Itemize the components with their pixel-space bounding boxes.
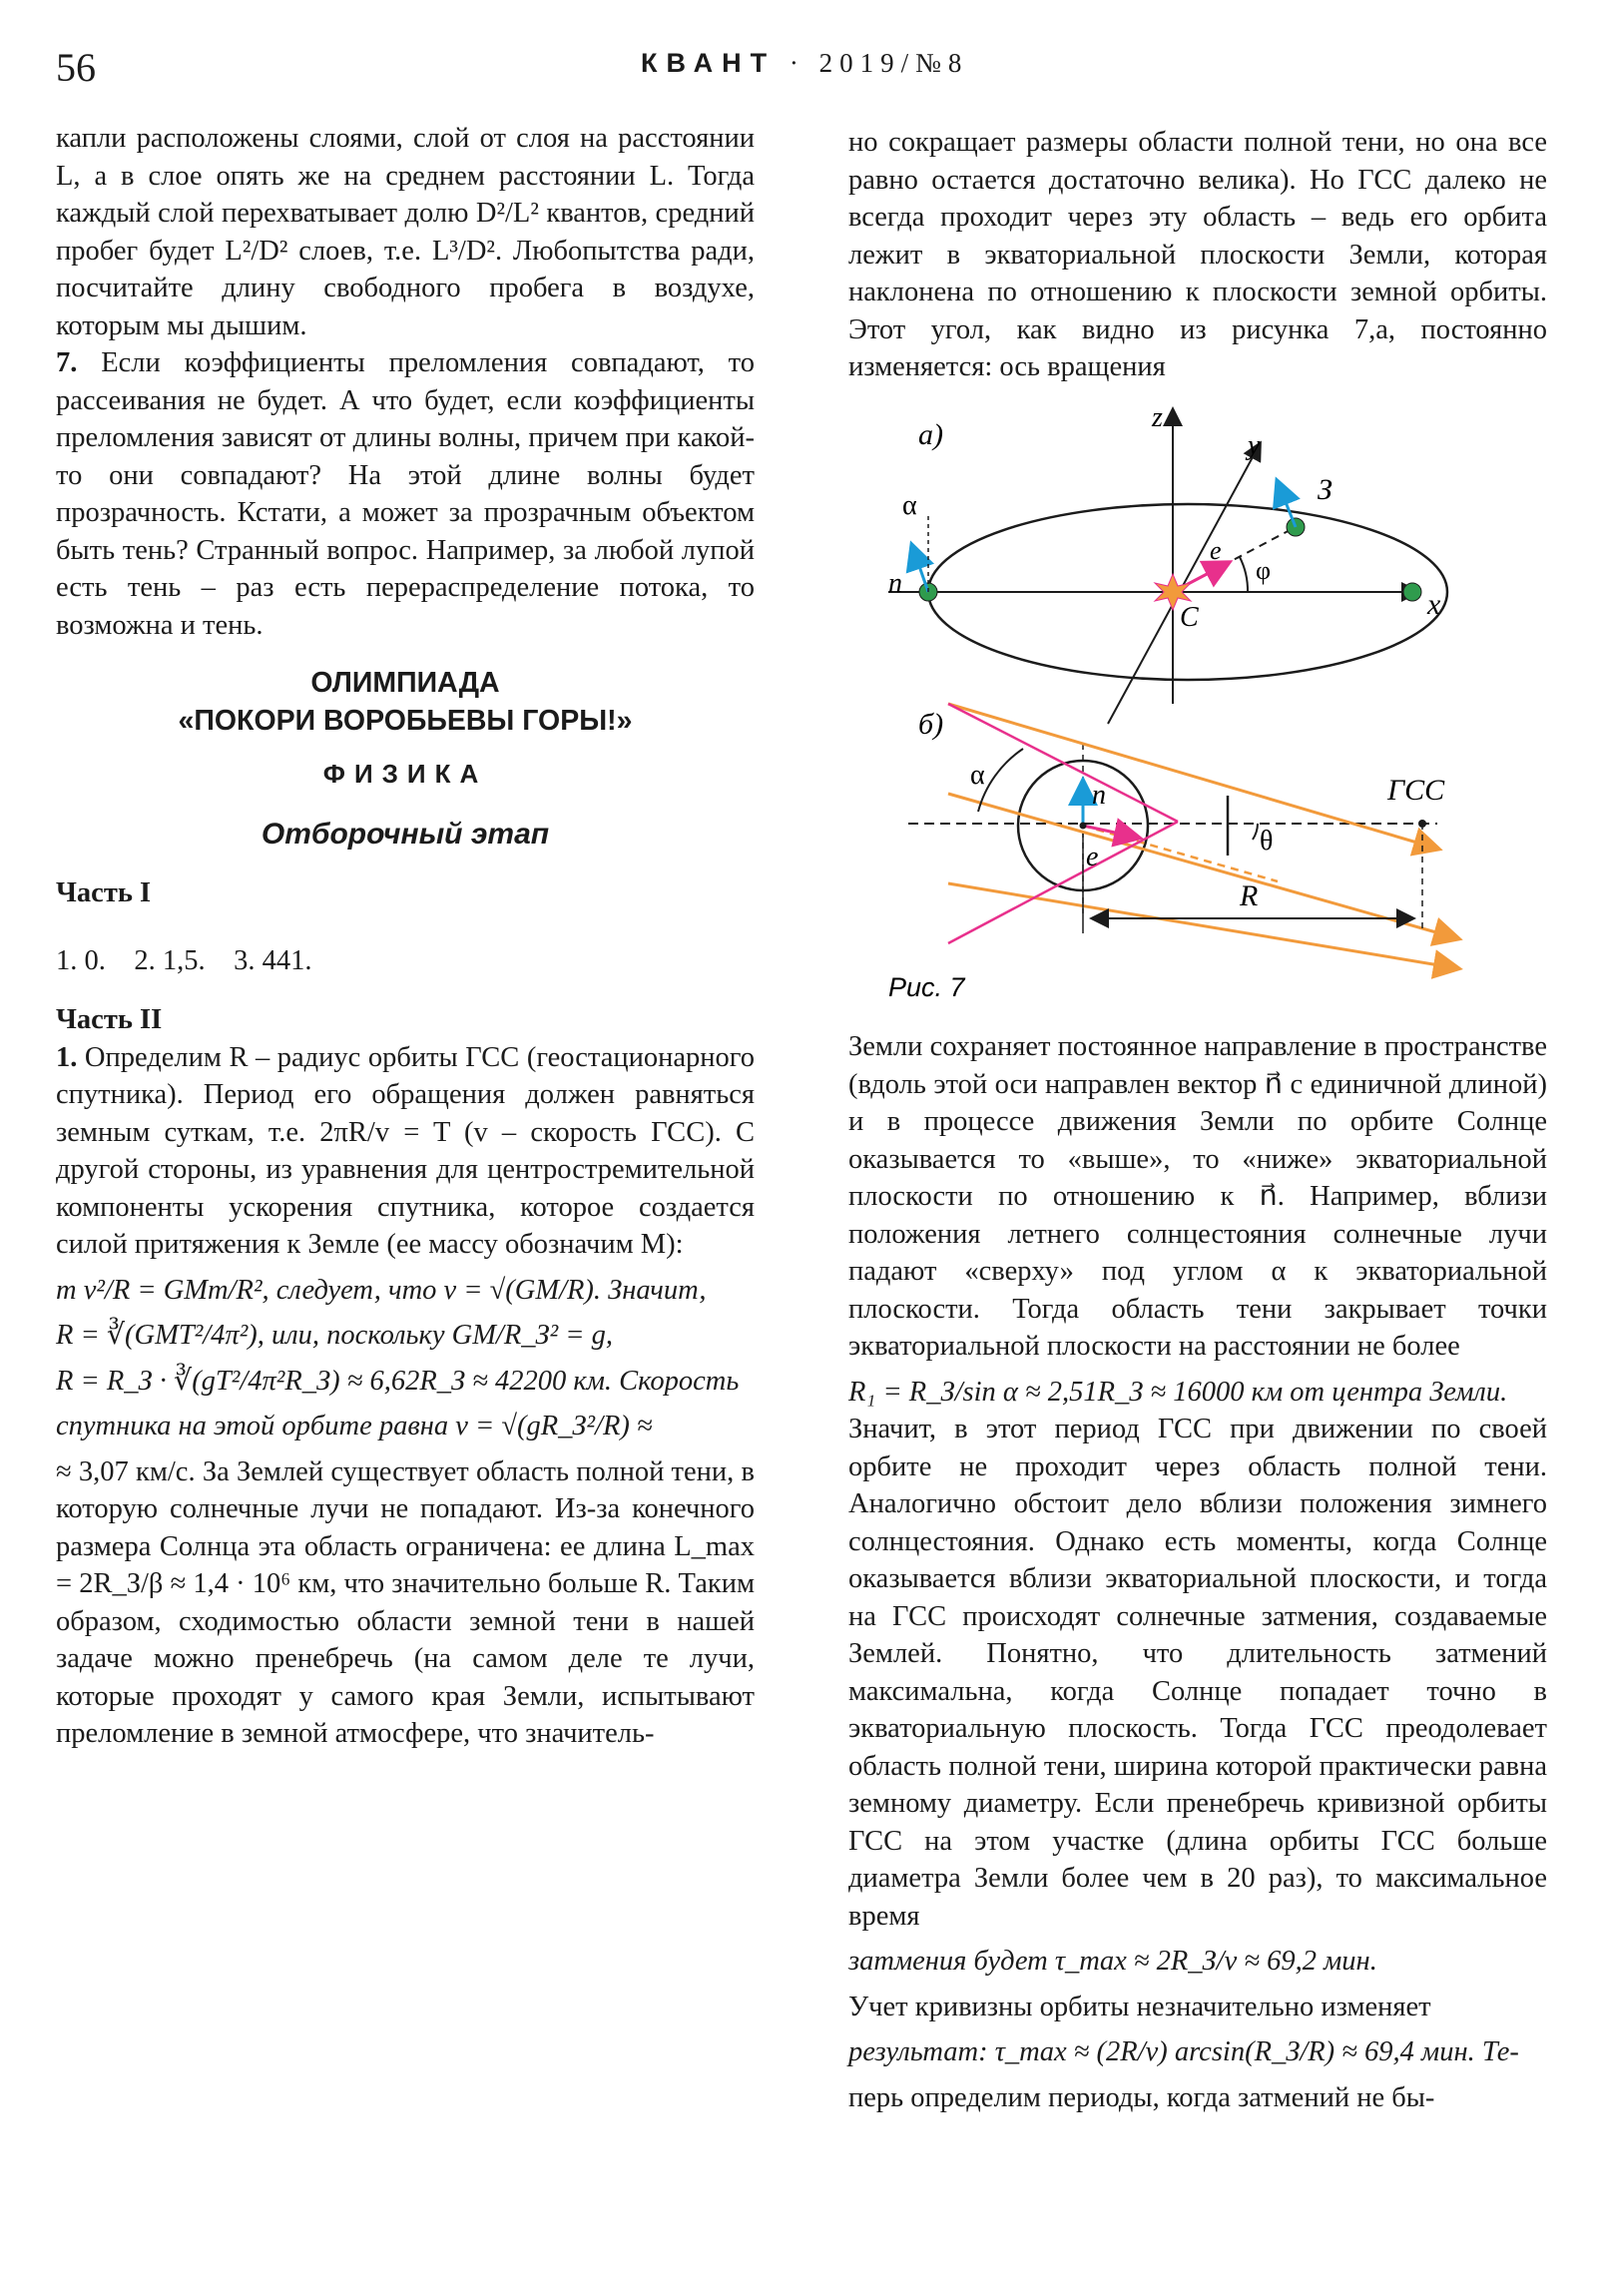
earth-center <box>1080 823 1087 830</box>
part1-heading: Часть I <box>56 877 152 908</box>
formula-line: затмения будет τ_max ≈ 2R_З/v ≈ 69,2 мин. <box>848 1946 1377 1977</box>
figure-caption: Рис. 7 <box>888 972 965 1002</box>
panel-b <box>888 704 1457 1002</box>
y-axis <box>1108 444 1260 724</box>
vector-n-b-label: n <box>1092 780 1106 811</box>
formula-line: R = ∛(GMT²/4π²), или, поскольку GM/R_З² = g, <box>56 1320 614 1351</box>
paragraph-text: Если коэффициенты преломления совпадают, то рассеивания не будет. А что будет, если коэффициенты преломления зависят от длины волны, причем при какой-то они совпадают? На этой длине волны будет прозрачность. Кстати, а может за прозрачным объектом быть тень? Странный вопрос. Например, за любой лупой есть тень – раз есть перераспределение потока, то возможна и тень. <box>56 347 756 641</box>
formula-line: спутника на этой орбите равна v = √(gR_З²/R) ≈ <box>56 1411 653 1441</box>
formula-line: m v²/R = GMm/R², следует, что v = √(GM/R). Значит, <box>56 1274 707 1306</box>
angle-alpha-label: α <box>902 490 917 521</box>
item-number: 7. <box>56 347 78 378</box>
panel-label-a: а) <box>918 418 943 451</box>
subject-heading: ФИЗИКА <box>322 759 488 789</box>
vector-n-earth <box>1278 482 1296 527</box>
sun-ray-dashed <box>1083 826 1278 881</box>
angle-theta-label: θ <box>1260 826 1274 857</box>
olympiad-heading-line1: ОЛИМПИАДА <box>310 667 500 699</box>
angle-phi-label: φ <box>1256 556 1272 585</box>
olympiad-heading-line2: «ПОКОРИ ВОРОБЬЕВЫ ГОРЫ!» <box>178 705 633 737</box>
vector-e-b-label: e <box>1086 842 1099 872</box>
running-header <box>641 48 968 79</box>
answers-line: 1. 0. 2. 1,5. 3. 441. <box>56 944 312 976</box>
gss-label: ГСС <box>1387 774 1445 807</box>
panel-a <box>888 404 1447 724</box>
earth-icon-right <box>1403 583 1421 601</box>
theta-arc <box>1253 824 1258 840</box>
right-column-top <box>848 124 1547 386</box>
paragraph: ≈ 3,07 км/с. За Землей существует область полной тени, в которую солнечные лучи не попадают. Из-за конечного размера Солнца эта область ограничена: ее длина L_max = 2R_З/β ≈ 1,4 · 10⁶ км, что значительно больше R. Таким образом, сходимостью области земной тени в нашей задаче можно пренебречь (на самом деле те лучи, которые проходят у самого края Земли, испытывают преломление в земной атмосфере, что значитель- <box>56 1455 755 1749</box>
shadow-edge <box>948 822 1178 943</box>
journal-title: КВАНТ <box>641 48 777 78</box>
sun-ray <box>948 883 1457 968</box>
left-column <box>56 120 755 1753</box>
vector-e-label: e <box>1210 536 1222 565</box>
alpha-arc-b <box>978 749 1023 812</box>
vector-n-left <box>912 546 928 592</box>
paragraph <box>56 1039 755 1264</box>
figure-7 <box>848 404 1547 1013</box>
sun-ray <box>948 704 1437 849</box>
paragraph-text: Определим R – радиус орбиты ГСС (геостационарного спутника). Период его обращения должен равняться земным суткам, т.е. 2πR/v = T (v – скорость ГСС). С другой стороны, из уравнения для центростремительной компоненты ускорения спутника, которое создается силой притяжения к Земле (ее массу обозначим M): <box>56 1041 755 1260</box>
stage-heading: Отборочный этап <box>261 817 550 851</box>
formula-line: R = R_З · ∛(gT²/4π²R_З) ≈ 6,62R_З ≈ 42200 км. Скорость <box>56 1365 740 1397</box>
phi-arc <box>1240 557 1248 592</box>
page-number: 56 <box>56 45 96 90</box>
axis-label-z: z <box>1152 404 1163 433</box>
axis-label-y: y <box>1248 430 1261 461</box>
paragraph: Значит, в этот период ГСС при движении по своей орбите не проходит через область полной тени. Аналогично обстоит дело вблизи положения зимнего солнцестояния. Однако есть моменты, когда Солнце оказывается вблизи экваториальной плоскости, и тогда на ГСС происходят солнечные затмения, создаваемые Землей. Понятно, что длительность затмений максимальна, когда Солнце попадает точно в экваториальную плоскость. Тогда ГСС преодолевает область полной тени, ширина которой практически равна земному диаметру. Если пренебречь кривизной орбиты ГСС на этом участке (длина орбиты ГСС больше диаметра Земли более чем в 20 раз), то максимальное время <box>848 1414 1547 1932</box>
radius-label: R <box>1240 879 1259 912</box>
item-number: 1. <box>56 1041 78 1073</box>
paragraph: перь определим периоды, когда затмений не бы- <box>848 2081 1435 2113</box>
right-column-bottom <box>848 1028 1547 2116</box>
panel-label-b: б) <box>918 708 944 741</box>
olympiad-heading <box>56 664 755 740</box>
paragraph: но сокращает размеры области полной тени, но она все равно остается достаточно велика). Но ГСС далеко не всегда проходит через эту область – ведь его орбита лежит в экваториальной плоскости Земли, которая наклонена по отношению к плоскости земной орбиты. Этот угол, как видно из рисунка 7,а, постоянно изменяется: ось вращения <box>848 127 1547 382</box>
angle-alpha-b-label: α <box>970 760 985 791</box>
paragraph <box>56 344 755 644</box>
sun-ray <box>948 794 1457 938</box>
formula-line: результат: τ_max ≈ (2R/v) arcsin(R_З/R) ≈ 69,4 мин. Те- <box>848 2036 1519 2067</box>
issue-number: · 2019/№8 <box>789 48 969 78</box>
sun-label: C <box>1180 602 1199 633</box>
part2-heading: Часть II <box>56 1004 163 1035</box>
formula-line: R₁ = R_З/sin α ≈ 2,51R_З ≈ 16000 км от центра Земли. <box>848 1376 1508 1408</box>
paragraph: капли расположены слоями, слой от слоя на расстоянии L, а в слое опять же на среднем расстоянии L. Тогда каждый слой перехватывает долю D²/L² квантов, средний пробег будет L²/D² слоев, т.е. L³/D². Любопытства ради, посчитайте длину свободного пробега в воздухе, которым мы дышим. <box>56 123 755 341</box>
vector-n-label: n <box>888 568 902 599</box>
earth-label: З <box>1318 473 1332 506</box>
paragraph: Учет кривизны орбиты незначительно изменяет <box>848 1991 1431 2022</box>
paragraph: Земли сохраняет постоянное направление в пространстве (вдоль этой оси направлен вектор n⃗ с единичной длиной) и в процессе движения Земли по орбите Солнце оказывается то «выше», то «ниже» экваториальной плоскости по отношению к n⃗. Например, вблизи положения летнего солнцестояния солнечные лучи падают «сверху» под углом α к экваториальной плоскости. Тогда область тени закрывает точки экваториальной плоскости на расстоянии не более <box>848 1031 1547 1362</box>
axis-label-x: x <box>1427 588 1441 621</box>
